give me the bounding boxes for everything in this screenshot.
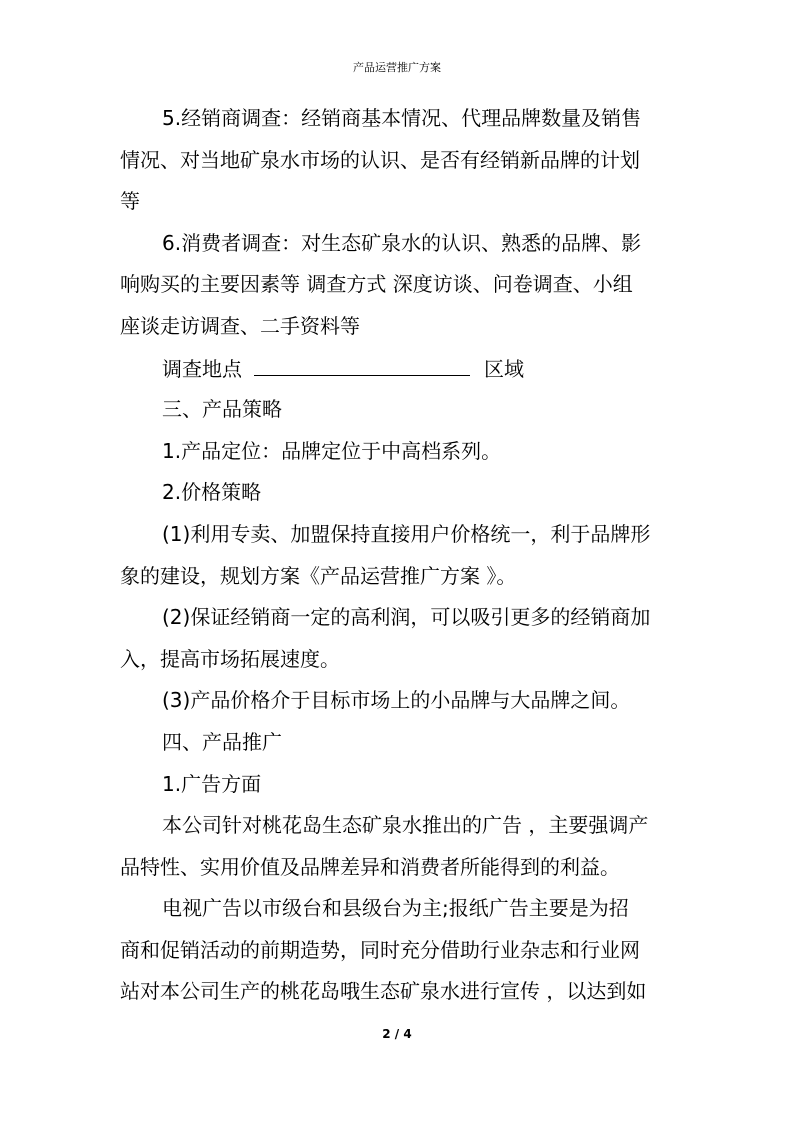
section-heading: 三、产品策略: [162, 397, 282, 422]
paragraph-line: 本公司针对桃花岛生态矿泉水推出的广告 ，主要强调产: [162, 813, 649, 838]
paragraph-line: (2)保证经销商一定的高利润，可以吸引更多的经销商加: [162, 605, 651, 630]
paragraph-line: 入，提高市场拓展速度。: [120, 646, 340, 671]
paragraph-line: 象的建设，规划方案《产品运营推广方案 》。: [120, 563, 517, 588]
page-header: 产品运营推广方案: [353, 61, 441, 74]
blank-fill-line: [254, 348, 470, 376]
document-body: [120, 98, 676, 1013]
paragraph-line: 5.经销商调查：经销商基本情况、代理品牌数量及销售: [162, 106, 642, 130]
paragraph-line: (1)利用专卖、加盟保持直接用户价格统一，利于品牌形: [162, 521, 651, 546]
page-number: 2 / 4: [382, 1027, 412, 1041]
paragraph-line: 等: [120, 189, 140, 214]
paragraph-line: 商和促销活动的前期造势，同时充分借助行业杂志和行业网: [120, 937, 640, 962]
paragraph-line: (3)产品价格介于目标市场上的小品牌与大品牌之间。: [162, 688, 631, 713]
section-heading: 四、产品推广: [162, 729, 282, 754]
region-label: 区域: [484, 356, 524, 381]
paragraph-line: 座谈走访调查、二手资料等: [120, 313, 360, 338]
paragraph-line: 站对本公司生产的桃花岛哦生态矿泉水进行宣传 ，以达到如: [120, 979, 647, 1004]
survey-location-label: 调查地点: [162, 356, 242, 381]
paragraph-line: 1.产品定位：品牌定位于中高档系列。: [162, 438, 502, 463]
paragraph-line: 响购买的主要因素等 调查方式 深度访谈、问卷调查、小组: [120, 272, 633, 297]
survey-location-line: [120, 348, 676, 390]
subsection-heading: 2.价格策略: [162, 480, 262, 505]
paragraph-line: 6.消费者调查：对生态矿泉水的认识、熟悉的品牌、影: [162, 230, 642, 255]
subsection-heading: 1.广告方面: [162, 771, 262, 796]
paragraph-line: 品特性、实用价值及品牌差异和消费者所能得到的利益。: [120, 854, 620, 879]
paragraph-line: 情况、对当地矿泉水市场的认识、是否有经销新品牌的计划: [120, 147, 640, 172]
paragraph-line: 电视广告以市级台和县级台为主;报纸广告主要是为招: [162, 896, 629, 921]
